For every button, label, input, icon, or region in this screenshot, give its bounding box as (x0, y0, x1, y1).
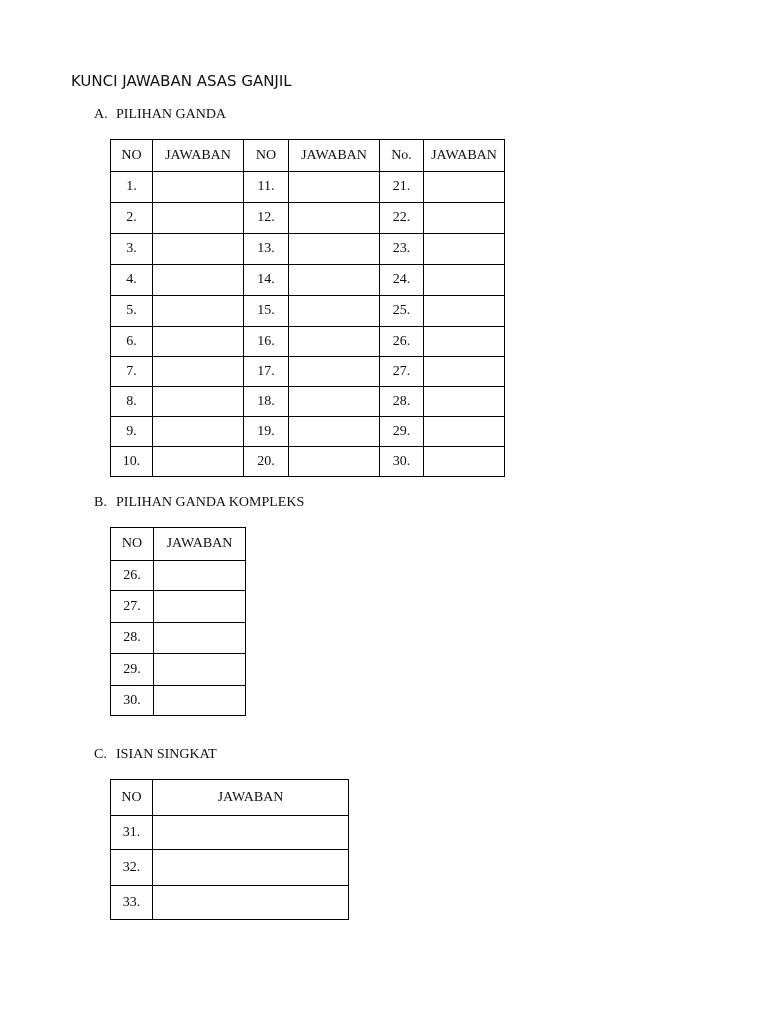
answer-cell[interactable] (153, 886, 349, 920)
question-number: 20. (244, 447, 289, 477)
question-number: 25. (380, 296, 424, 327)
question-number: 29. (380, 417, 424, 447)
column-header: NO (111, 780, 153, 816)
question-number: 18. (244, 387, 289, 417)
answer-cell[interactable] (424, 296, 505, 327)
table-row (111, 296, 505, 327)
table-row (111, 623, 246, 654)
answer-cell[interactable] (153, 265, 244, 296)
table-header-row (111, 528, 246, 561)
answer-cell[interactable] (154, 654, 246, 686)
column-header: JAWABAN (424, 140, 505, 172)
answer-cell[interactable] (153, 296, 244, 327)
column-header: NO (111, 528, 154, 561)
answer-cell[interactable] (424, 234, 505, 265)
answer-cell[interactable] (424, 447, 505, 477)
table-header-row (111, 780, 349, 816)
table-row (111, 591, 246, 623)
question-number: 26. (111, 561, 154, 591)
answer-cell[interactable] (424, 417, 505, 447)
answer-cell[interactable] (153, 417, 244, 447)
answer-cell[interactable] (153, 357, 244, 387)
table-row (111, 387, 505, 417)
table-row (111, 850, 349, 886)
question-number: 11. (244, 172, 289, 203)
column-header: JAWABAN (153, 780, 349, 816)
answer-cell[interactable] (153, 327, 244, 357)
answer-cell[interactable] (289, 387, 380, 417)
answer-cell[interactable] (424, 327, 505, 357)
section-b-title: PILIHAN GANDA KOMPLEKS (116, 495, 305, 510)
answer-cell[interactable] (424, 387, 505, 417)
question-number: 16. (244, 327, 289, 357)
question-number: 28. (380, 387, 424, 417)
table-row (111, 172, 505, 203)
question-number: 31. (111, 816, 153, 850)
table-row (111, 886, 349, 920)
section-c-title: ISIAN SINGKAT (116, 747, 217, 762)
table-row (111, 654, 246, 686)
section-c-letter: C. (94, 747, 107, 762)
answer-cell[interactable] (424, 357, 505, 387)
question-number: 22. (380, 203, 424, 234)
answer-cell[interactable] (153, 172, 244, 203)
question-number: 33. (111, 886, 153, 920)
table-row (111, 203, 505, 234)
table-header-row (111, 140, 505, 172)
question-number: 27. (380, 357, 424, 387)
question-number: 2. (111, 203, 153, 234)
section-a-letter: A. (94, 107, 108, 122)
column-header: NO (111, 140, 153, 172)
section-b-heading (94, 495, 304, 511)
question-number: 27. (111, 591, 154, 623)
column-header: JAWABAN (289, 140, 380, 172)
table-row (111, 447, 505, 477)
answer-cell[interactable] (153, 387, 244, 417)
question-number: 30. (380, 447, 424, 477)
answer-cell[interactable] (289, 265, 380, 296)
question-number: 13. (244, 234, 289, 265)
answer-cell[interactable] (289, 203, 380, 234)
question-number: 10. (111, 447, 153, 477)
table-row (111, 234, 505, 265)
question-number: 32. (111, 850, 153, 886)
isian-singkat-table (110, 779, 349, 920)
answer-cell[interactable] (289, 327, 380, 357)
question-number: 23. (380, 234, 424, 265)
answer-cell[interactable] (153, 234, 244, 265)
question-number: 28. (111, 623, 154, 654)
question-number: 17. (244, 357, 289, 387)
answer-cell[interactable] (289, 417, 380, 447)
table-row (111, 265, 505, 296)
column-header: JAWABAN (153, 140, 244, 172)
answer-cell[interactable] (289, 296, 380, 327)
answer-cell[interactable] (153, 447, 244, 477)
table-row (111, 816, 349, 850)
answer-cell[interactable] (289, 447, 380, 477)
table-row (111, 686, 246, 716)
table-row (111, 417, 505, 447)
answer-cell[interactable] (289, 357, 380, 387)
answer-cell[interactable] (153, 816, 349, 850)
table-row (111, 561, 246, 591)
answer-cell[interactable] (289, 172, 380, 203)
question-number: 9. (111, 417, 153, 447)
question-number: 24. (380, 265, 424, 296)
question-number: 14. (244, 265, 289, 296)
table-row (111, 327, 505, 357)
pilihan-ganda-kompleks-table (110, 527, 246, 716)
answer-cell[interactable] (154, 561, 246, 591)
table-row (111, 357, 505, 387)
section-a-heading (94, 107, 226, 123)
column-header: NO (244, 140, 289, 172)
question-number: 12. (244, 203, 289, 234)
section-b-letter: B. (94, 495, 107, 510)
answer-cell[interactable] (424, 172, 505, 203)
answer-cell[interactable] (153, 850, 349, 886)
answer-cell[interactable] (289, 234, 380, 265)
column-header: No. (380, 140, 424, 172)
question-number: 3. (111, 234, 153, 265)
section-c-heading (94, 747, 217, 763)
question-number: 26. (380, 327, 424, 357)
answer-cell[interactable] (424, 265, 505, 296)
question-number: 4. (111, 265, 153, 296)
question-number: 19. (244, 417, 289, 447)
question-number: 21. (380, 172, 424, 203)
question-number: 15. (244, 296, 289, 327)
question-number: 8. (111, 387, 153, 417)
section-a-title: PILIHAN GANDA (116, 107, 227, 122)
answer-cell[interactable] (153, 203, 244, 234)
question-number: 29. (111, 654, 154, 686)
question-number: 6. (111, 327, 153, 357)
answer-cell[interactable] (424, 203, 505, 234)
answer-cell[interactable] (154, 591, 246, 623)
page-title: KUNCI JAWABAN ASAS GANJIL (71, 72, 292, 90)
column-header: JAWABAN (154, 528, 246, 561)
question-number: 5. (111, 296, 153, 327)
answer-cell[interactable] (154, 686, 246, 716)
question-number: 1. (111, 172, 153, 203)
question-number: 30. (111, 686, 154, 716)
pilihan-ganda-table (110, 139, 505, 477)
answer-cell[interactable] (154, 623, 246, 654)
question-number: 7. (111, 357, 153, 387)
